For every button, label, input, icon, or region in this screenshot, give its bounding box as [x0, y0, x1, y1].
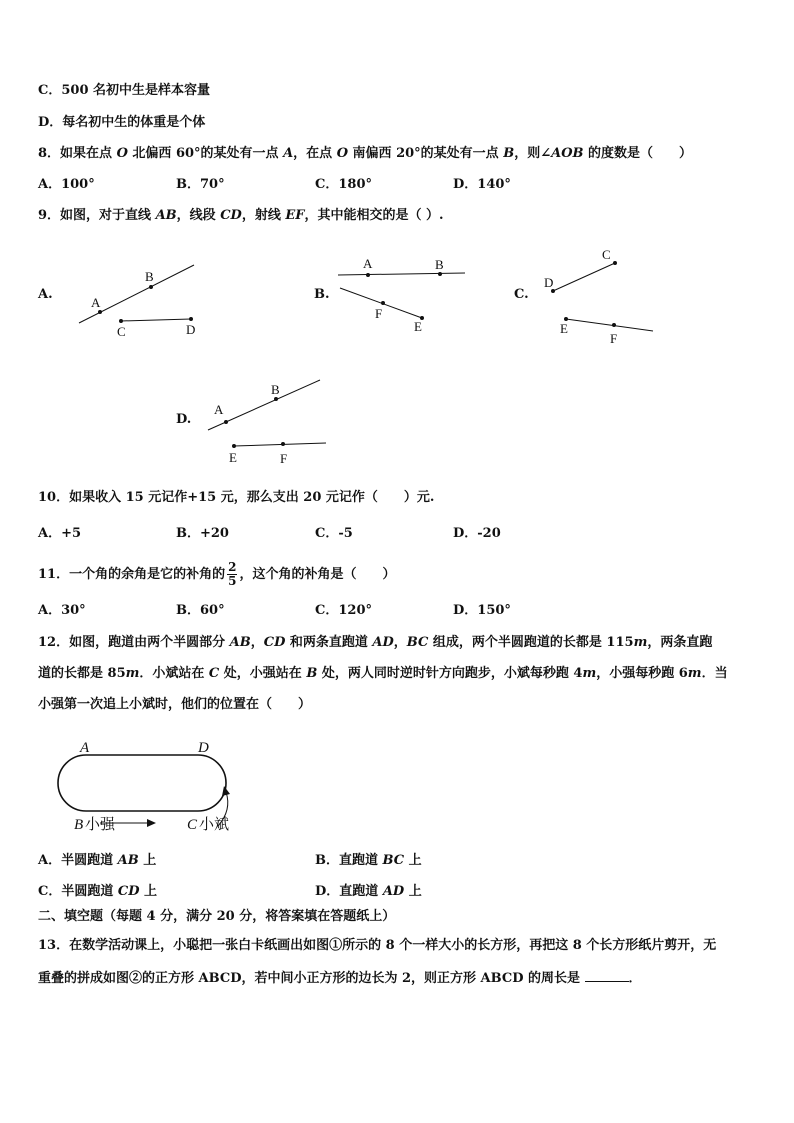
q13-line-1: 13．在数学活动课上，小聪把一张白卡纸画出如图①所示的 8 个一样大小的长方形，再把这 8 个长方形纸片剪开，无 [38, 938, 717, 953]
q12-option-c: C．半圆跑道 CD 上 [38, 884, 158, 899]
q13-line-2: 重叠的拼成如图②的正方形 ABCD，若中间小正方形的边长为 2，则正方形 ABCD 的周长是 ． [38, 971, 642, 986]
q12-option-a: A．半圆跑道 AB 上 [38, 853, 157, 868]
q9-fig-b-label-e: E [414, 319, 422, 334]
q9-fig-a-label-c: C [117, 324, 126, 339]
q10-option-d: D．-20 [453, 526, 501, 541]
q12-option-b: B．直跑道 BC 上 [315, 853, 422, 868]
q12-line-1: 12．如图，跑道由两个半圆部分 AB，CD 和两条直跑道 AD，BC 组成，两个半圆跑道的长都是 115m，两条直跑 [38, 635, 713, 650]
q10-option-a: A．+5 [38, 526, 82, 541]
q9-fig-a-label-d: D [186, 322, 196, 337]
q10-stem: 10．如果收入 15 元记作+15 元，那么支出 20 元记作（ ）元. [38, 490, 435, 505]
q9-fig-c-label-f: F [610, 331, 618, 346]
q9-fig-d-label-f: F [280, 451, 288, 466]
q9-fig-d-option: D. [176, 412, 192, 427]
section-2-heading: 二、填空题（每题 4 分，满分 20 分，将答案填在答题纸上） [38, 909, 396, 924]
q7-option-d: D．每名初中生的体重是个体 [38, 115, 206, 130]
q9-fig-c-label-e: E [560, 321, 568, 336]
q11-option-c: C．120° [315, 603, 372, 618]
q12-option-d: D．直跑道 AD 上 [315, 884, 422, 899]
q12-fig-name-b: 小强 [85, 817, 116, 833]
q9-fig-d-label-b: B [271, 382, 280, 397]
q8-option-d: D．140° [453, 177, 511, 192]
q8-option-b: B．70° [176, 177, 225, 192]
q12-fig-name-c: 小斌 [199, 817, 230, 833]
q12-line-2: 道的长都是 85m．小斌站在 C 处，小强站在 B 处，两人同时逆时针方向跑步，小斌每秒跑 4m，小强每秒跑 6m．当 [38, 666, 728, 681]
q11-fraction: $\frac{2}{5}$ [228, 560, 237, 588]
q9-fig-c-label-d: D [544, 275, 554, 290]
q9-fig-b-label-a: A [363, 256, 373, 271]
q8-stem: 8．如果在点 O 北偏西 60°的某处有一点 A，在点 O 南偏西 20°的某处有一点 B，则∠AOB 的度数是（ ） [38, 146, 693, 161]
q7-option-c: C．500 名初中生是样本容量 [38, 83, 211, 98]
q11-option-d: D．150° [453, 603, 511, 618]
q9-fig-b-label-b: B [435, 257, 444, 272]
q8-option-c: C．180° [315, 177, 372, 192]
q9-fig-c-option: C. [514, 287, 529, 302]
q9-fig-b-label-f: F [375, 306, 383, 321]
q9-fig-a-label-b: B [145, 269, 154, 284]
q9-fig-b-option: B. [314, 287, 330, 302]
q10-option-c: C．-5 [315, 526, 353, 541]
q11-option-a: A．30° [38, 603, 86, 618]
q10-option-b: B．+20 [176, 526, 229, 541]
q9-fig-a-label-a: A [91, 295, 101, 310]
q13-answer-blank[interactable] [585, 969, 629, 982]
q9-fig-d-label-e: E [229, 450, 237, 465]
q11-stem: 11．一个角的余角是它的补角的 $\frac{2}{5}$ ，这个角的补角是（ ） [38, 560, 396, 588]
q8-option-a: A．100° [38, 177, 95, 192]
q11-option-b: B．60° [176, 603, 225, 618]
q9-fig-d-label-a: A [214, 402, 224, 417]
q9-fig-a-option: A. [38, 287, 53, 302]
q9-stem: 9．如图，对于直线 AB，线段 CD，射线 EF，其中能相交的是（ ）. [38, 208, 444, 223]
q12-line-3: 小强第一次追上小斌时，他们的位置在（ ） [38, 697, 312, 712]
q12-fig-label-b: B [74, 817, 84, 833]
q12-fig-label-a: A [80, 740, 90, 756]
q12-fig-label-c: C [187, 817, 198, 833]
q12-fig-label-d: D [198, 740, 209, 756]
q9-fig-c-label-c: C [602, 247, 611, 262]
